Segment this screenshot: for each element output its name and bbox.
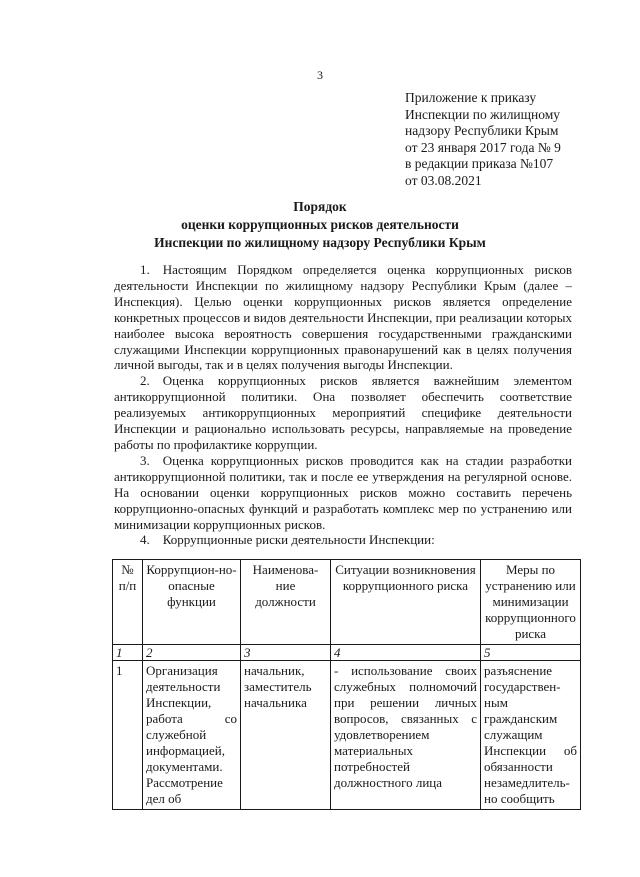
- column-number: 1: [113, 645, 143, 661]
- table-row: [113, 661, 581, 810]
- appendix-line: от 23 января 2017 года № 9: [405, 139, 561, 155]
- document-body: [114, 262, 572, 548]
- paragraph-4: 4. Коррупционные риски деятельности Инспекции:: [140, 532, 435, 548]
- appendix-line: от 03.08.2021: [405, 172, 482, 188]
- header-function: Коррупцион-но-опасные функции: [143, 560, 241, 645]
- header-position: Наименова-ние должности: [241, 560, 331, 645]
- header-measures: Меры по устранению или минимизации коррупционного риска: [481, 560, 581, 645]
- document-title: [0, 198, 640, 252]
- column-number: 5: [481, 645, 581, 661]
- header-situation: Ситуации возникновения коррупционного риска: [331, 560, 481, 645]
- column-number-row: [113, 645, 581, 661]
- title-line: оценки коррупционных рисков деятельности: [181, 217, 459, 232]
- appendix-line: в редакции приказа №107: [405, 156, 554, 171]
- table-header-row: [113, 560, 581, 645]
- header-number: № п/п: [113, 560, 143, 645]
- row-function: Организация деятельности Инспекции, работа со служебной информацией, документами. Рассмотрение дел об: [143, 661, 241, 810]
- row-number: 1: [113, 661, 143, 810]
- title-line: Инспекции по жилищному надзору Республики Крым: [154, 235, 486, 250]
- appendix-line: надзору Республики Крым: [405, 123, 559, 138]
- appendix-line: Приложение к приказу: [405, 90, 537, 105]
- column-number: 4: [331, 645, 481, 661]
- title-line: Порядок: [293, 199, 347, 214]
- risk-table: [112, 559, 581, 810]
- page-number: 3: [317, 68, 323, 82]
- appendix-note: [405, 90, 620, 189]
- column-number: 3: [241, 645, 331, 661]
- row-situation: - использование своих служебных полномочий при решении личных вопросов, связанных с удовлетворением материальных потребностей должностного лица: [331, 661, 481, 810]
- appendix-line: Инспекции по жилищному: [405, 106, 561, 122]
- row-position: начальник, заместитель начальника: [241, 661, 331, 810]
- paragraph-1: 1. Настоящим Порядком определяется оценка коррупционных рисков деятельности Инспекции по жилищному надзору Республики Крым (далее – Инспекция). Целью оценки коррупционных рисков является определение конкретных процессов и видов деятельности Инспекции, при реализации которых наиболее высока вероятность совершения государственными гражданскими служащими Инспекции коррупционных правонарушений как в целях получения личной выгоды, так и в целях получения выгоды Инспекции.: [114, 262, 572, 373]
- column-number: 2: [143, 645, 241, 661]
- row-measures: разъяснение государствен-ным гражданским служащим Инспекции об обязанности незамедлитель-но сообщить: [481, 661, 581, 810]
- paragraph-2: 2. Оценка коррупционных рисков является важнейшим элементом антикоррупционной политики. Она позволяет обеспечить соответствие реализуемых антикоррупционных мероприятий специфике деятельности Инспекции и рационально использовать ресурсы, направляемые на проведение работы по профилактике коррупции.: [114, 373, 572, 452]
- paragraph-3: 3. Оценка коррупционных рисков проводится как на стадии разработки антикоррупционной политики, так и после ее утверждения на регулярной основе. На основании оценки коррупционных рисков можно составить перечень коррупционно-опасных функций и разработать комплекс мер по устранению или минимизации коррупционных рисков.: [114, 452, 572, 532]
